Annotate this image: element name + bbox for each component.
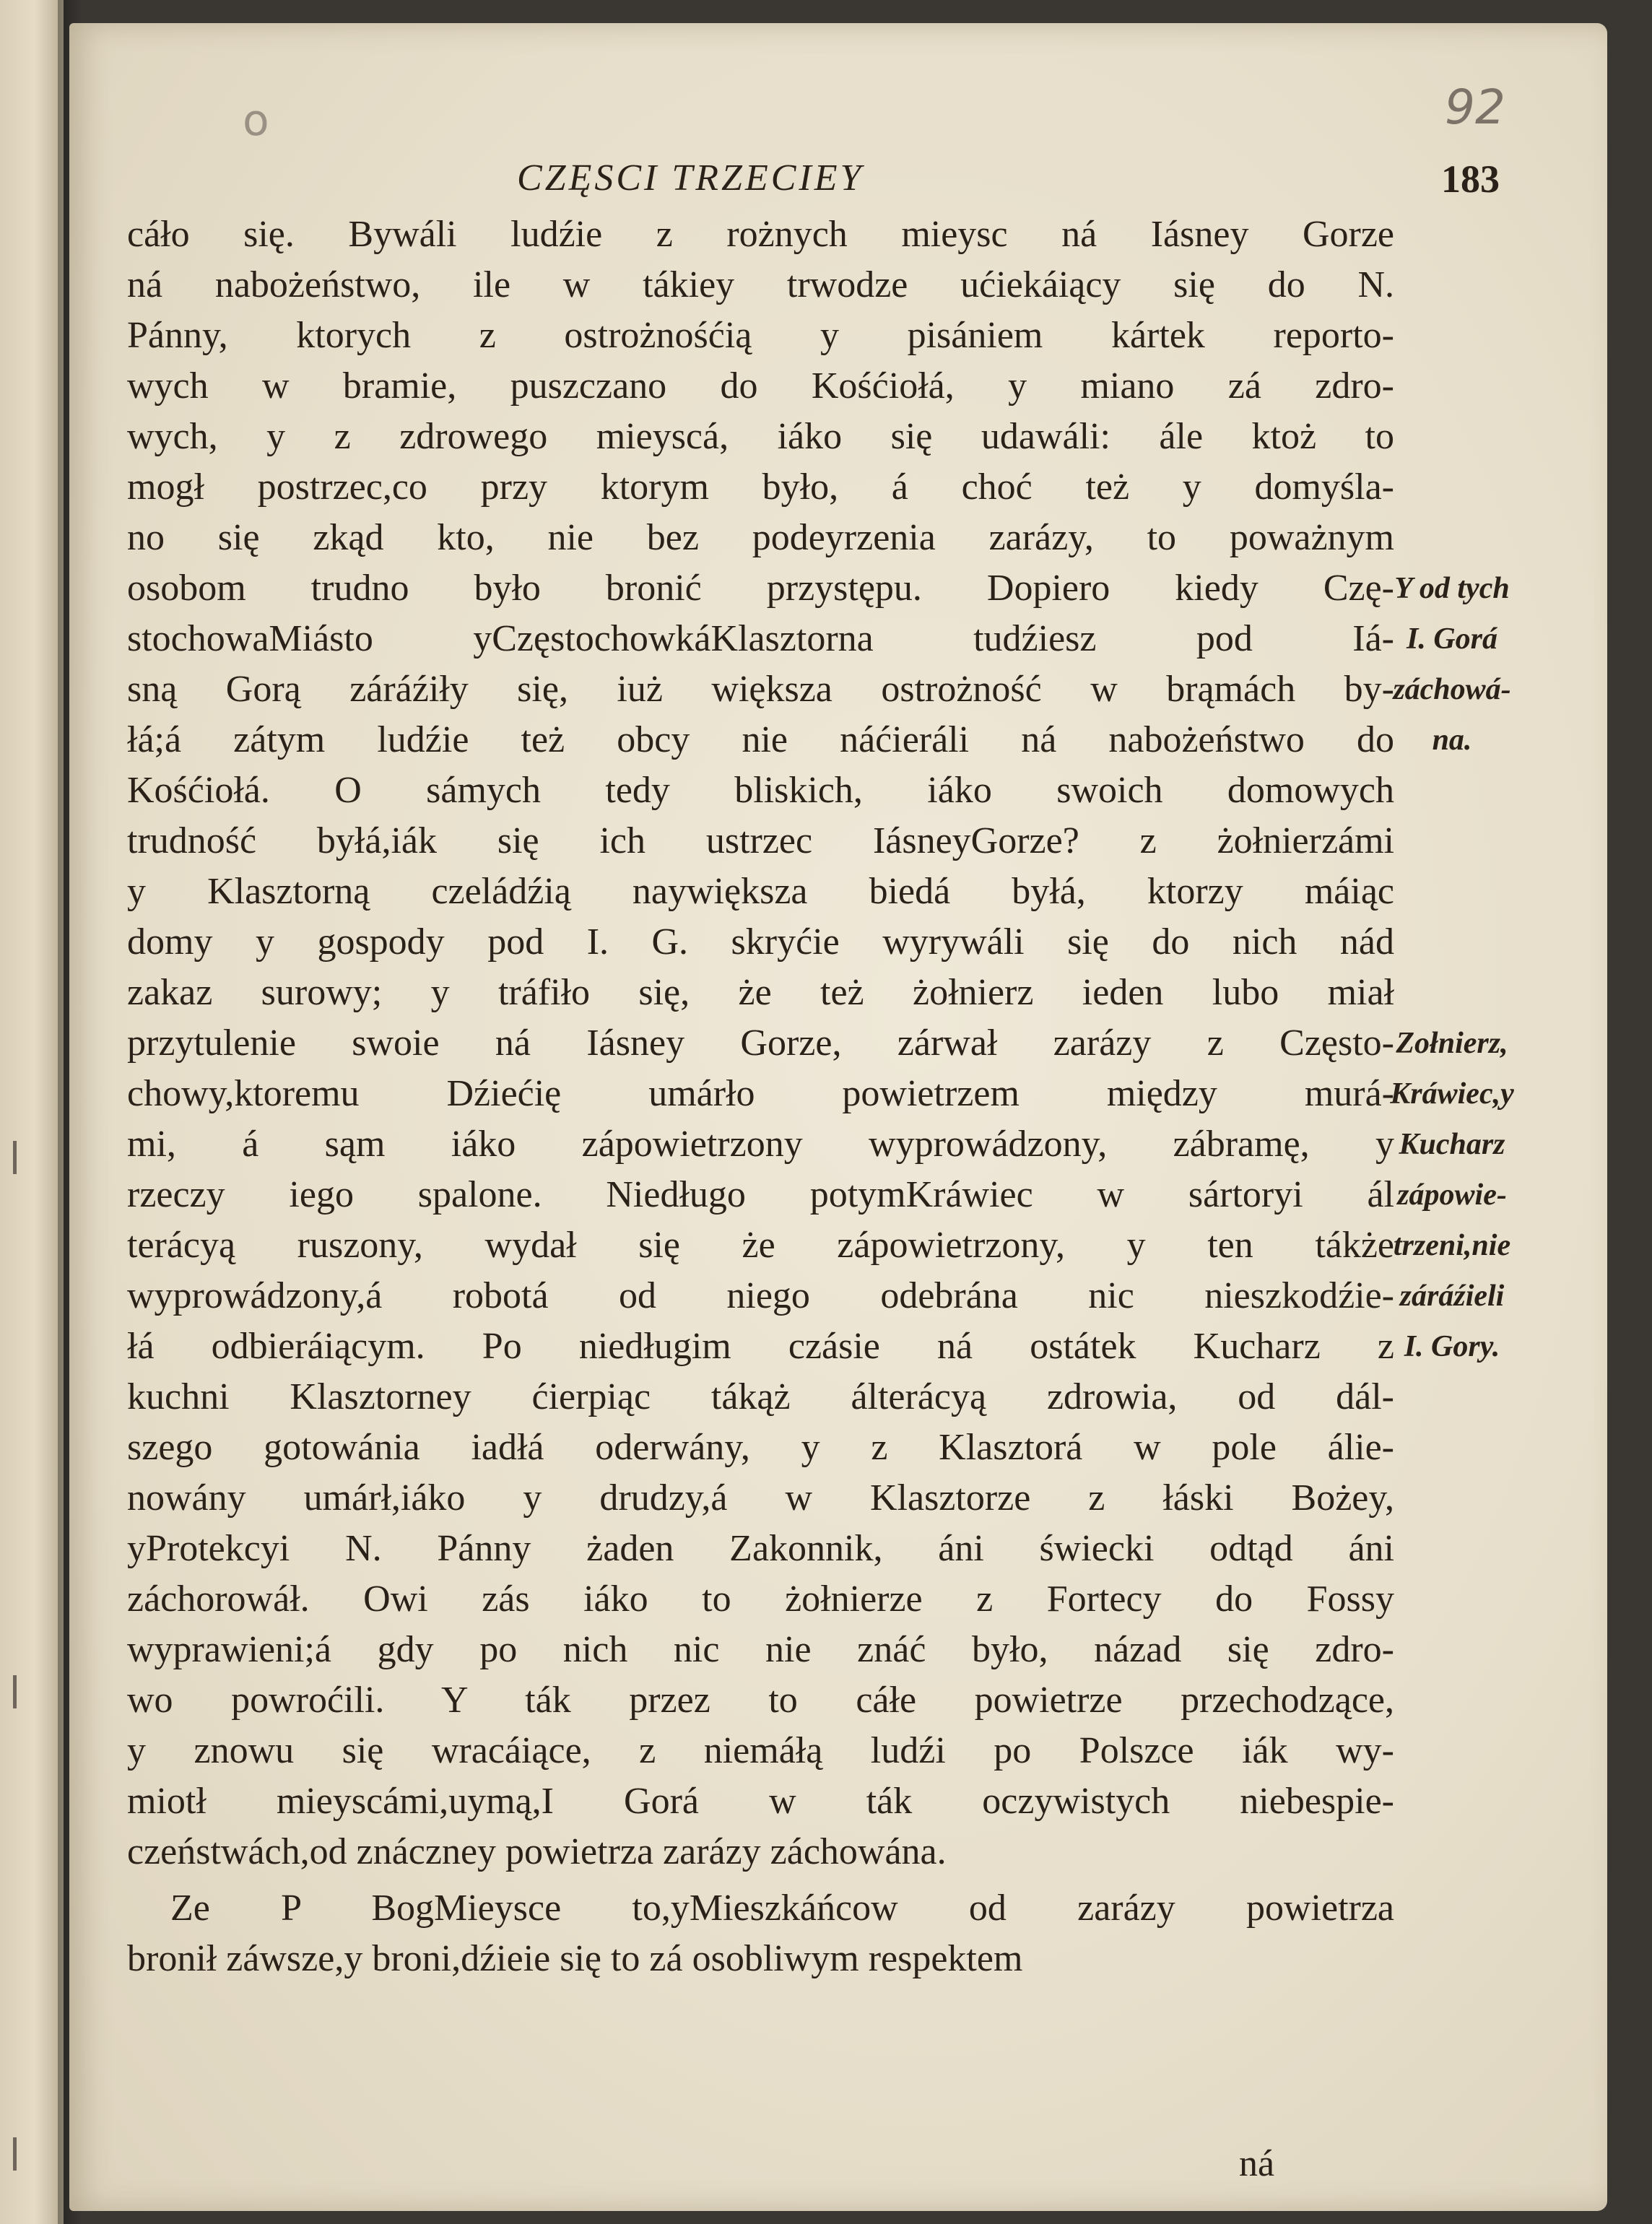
text-line: łá;á zátym ludźie też obcy nie náćieráli ná nabożeństwo do <box>127 719 1394 760</box>
text-line: wyprawieni;á gdy po nich nic nie znáć było, názad się zdro- <box>127 1629 1394 1670</box>
margin-note-line: Y od tych <box>1394 572 1510 605</box>
margin-note-line: Kráwiec,y <box>1390 1077 1514 1111</box>
text-line: y Klasztorną czeládźią naywiększa biedá byłá, ktorzy máiąc <box>127 871 1394 912</box>
text-line: trudność byłá,iák się ich ustrzec IásneyGorze? z żołnierzámi <box>127 820 1394 861</box>
text-line: domy y gospody pod I. G. skryćie wyrywáli się do nich nád <box>127 921 1394 963</box>
text-line: ná nabożeństwo, ile w tákiey trwodze ućiekáiący się do N. <box>127 264 1394 305</box>
running-head: CZĘSCI TRZECIEY <box>517 157 864 199</box>
text-line: przytulenie swoie ná Iásney Gorze, zárwał zarázy z Często- <box>127 1022 1394 1064</box>
pencil-annotation: o <box>243 95 269 146</box>
text-line: Kośćiołá. O sámych tedy bliskich, iáko swoich domowych <box>127 770 1394 811</box>
book-page <box>69 23 1607 2211</box>
text-line: mogł postrzec,co przy ktorym było, á choć też y domyśla- <box>127 466 1394 508</box>
edge-mark <box>13 1675 17 1708</box>
text-line: łá odbieráiącym. Po niedługim czásie ná ostátek Kucharz z <box>127 1326 1394 1367</box>
page-number: 183 <box>1441 157 1500 201</box>
margin-note-line: na. <box>1432 724 1472 757</box>
text-line: yProtekcyi N. Pánny żaden Zakonnik, áni świecki odtąd áni <box>127 1528 1394 1569</box>
margin-note-line: Zołnierz, <box>1396 1027 1508 1060</box>
text-line: szego gotowánia iadłá oderwány, y z Klasztorá w pole álie- <box>127 1427 1394 1468</box>
text-line: cáło się. Bywáli ludźie z rożnych mieysc ná Iásney Gorze <box>127 214 1394 255</box>
text-line: Pánny, ktorych z ostrożnośćią y pisániem kártek reporto- <box>127 315 1394 356</box>
facing-page-edge <box>0 0 64 2224</box>
text-line: rzeczy iego spalone. Niedługo potymKráwiec w sártoryi ál <box>127 1174 1394 1215</box>
text-line: czeństwách,od znáczney powietrza zarázy záchowána. <box>127 1831 947 1872</box>
text-line: no się zkąd kto, nie bez podeyrzenia zarázy, to poważnym <box>127 517 1394 558</box>
text-line: zakaz surowy; y tráfiło się, że też żołnierz ieden lubo miał <box>127 972 1394 1013</box>
text-line: bronił záwsze,y broni,dźieie się to zá osobliwym respektem <box>127 1938 1023 1979</box>
text-line: terácyą ruszony, wydał się że zápowietrzony, y ten tákże <box>127 1225 1394 1266</box>
margin-note-line: záchowá- <box>1393 673 1511 706</box>
margin-note-line: I. Gory. <box>1404 1330 1500 1363</box>
text-line: chowy,ktoremu Dźiećię umárło powietrzem między murá- <box>127 1073 1394 1114</box>
margin-note-line: zápowie- <box>1397 1178 1507 1212</box>
text-line: wych, y z zdrowego mieyscá, iáko się udawáli: ále ktoż to <box>127 416 1394 457</box>
folio-number: 92 <box>1445 79 1505 135</box>
catchword: ná <box>1239 2143 1275 2184</box>
text-line: kuchni Klasztorney ćierpiąc tákąż álterácyą zdrowia, od dál- <box>127 1376 1394 1417</box>
text-line: sną Gorą záráźiły się, iuż większa ostrożność w brąmách by- <box>127 669 1394 710</box>
margin-note-line: záráźieli <box>1399 1280 1505 1313</box>
margin-note-line: trzeni,nie <box>1393 1229 1511 1262</box>
text-line: nowány umárł,iáko y drudzy,á w Klasztorze z łáski Bożey, <box>127 1477 1394 1519</box>
text-line: wyprowádzony,á robotá od niego odebrána nic nieszkodźie- <box>127 1275 1394 1316</box>
text-line: záchorowáł. Owi zás iáko to żołnierze z Fortecy do Fossy <box>127 1578 1394 1620</box>
margin-note-line: Kucharz <box>1399 1128 1505 1161</box>
edge-mark <box>13 2137 17 2171</box>
text-line: mi, á sąm iáko zápowietrzony wyprowádzony, zábramę, y <box>127 1124 1394 1165</box>
text-line: miotł mieyscámi,uymą,I Gorá w ták oczywistych niebespie- <box>127 1781 1394 1822</box>
text-line: wo powroćili. Y ták przez to cáłe powietrze przechodzące, <box>127 1680 1394 1721</box>
text-line: stochowaMiásto yCzęstochowkáKlasztorna tudźiesz pod Iá- <box>127 618 1394 659</box>
text-line: y znowu się wracáiące, z niemáłą ludźi po Polszce iák wy- <box>127 1730 1394 1771</box>
edge-mark <box>13 1141 17 1174</box>
margin-note-line: I. Gorá <box>1406 622 1498 656</box>
text-line: wych w bramie, puszczano do Kośćiołá, y miano zá zdro- <box>127 365 1394 407</box>
text-line: Ze P BogMieysce to,yMieszkáńcow od zarázy powietrza <box>170 1888 1394 1929</box>
text-line: osobom trudno było bronić przystępu. Dopiero kiedy Czę- <box>127 568 1394 609</box>
